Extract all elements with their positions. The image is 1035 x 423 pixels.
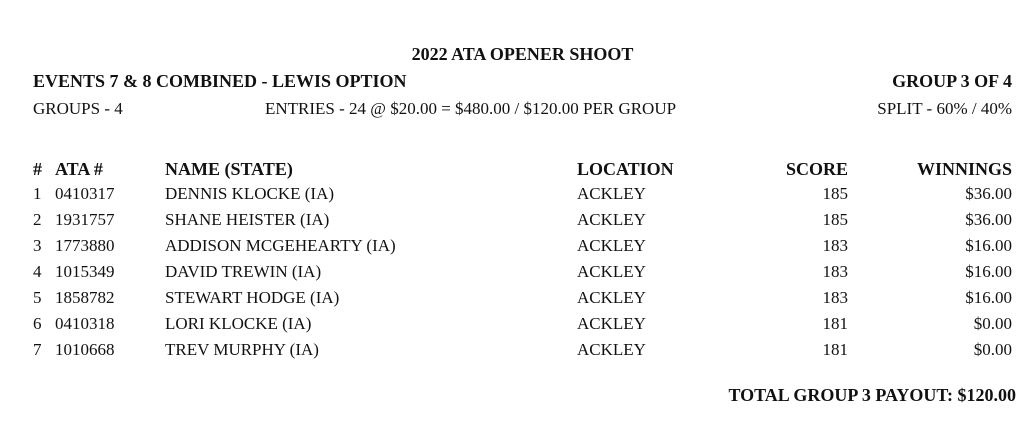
row-name: STEWART HODGE (IA) <box>165 288 340 307</box>
row-name: LORI KLOCKE (IA) <box>165 314 312 333</box>
row-name: DENNIS KLOCKE (IA) <box>165 184 335 203</box>
row-ata: 1931757 <box>55 210 115 229</box>
row-ata: 1858782 <box>55 288 115 307</box>
row-ata: 0410318 <box>55 314 115 333</box>
col-header-location: LOCATION <box>577 159 674 179</box>
row-location: ACKLEY <box>577 340 646 359</box>
row-ata: 0410317 <box>55 184 115 203</box>
row-location: ACKLEY <box>577 314 646 333</box>
row-score: 185 <box>822 184 848 203</box>
event-heading: EVENTS 7 & 8 COMBINED - LEWIS OPTION <box>33 71 407 91</box>
row-winnings: $36.00 <box>965 210 1012 229</box>
row-winnings: $0.00 <box>973 314 1012 333</box>
row-num: 4 <box>33 262 42 281</box>
row-num: 5 <box>33 288 42 307</box>
row-ata: 1773880 <box>55 236 115 255</box>
row-winnings: $16.00 <box>965 262 1012 281</box>
row-num: 1 <box>33 184 42 203</box>
col-header-score: SCORE <box>785 159 848 179</box>
row-score: 181 <box>822 314 848 333</box>
row-score: 183 <box>822 288 848 307</box>
row-score: 185 <box>822 210 848 229</box>
row-winnings: $36.00 <box>965 184 1012 203</box>
table-row <box>0 314 1035 340</box>
row-winnings: $16.00 <box>965 236 1012 255</box>
col-header-num: # <box>33 159 42 179</box>
table-row <box>0 210 1035 236</box>
row-num: 7 <box>33 340 42 359</box>
row-num: 3 <box>33 236 42 255</box>
total-payout: TOTAL GROUP 3 PAYOUT: $120.00 <box>728 385 1016 405</box>
row-ata: 1015349 <box>55 262 115 281</box>
row-location: ACKLEY <box>577 262 646 281</box>
row-ata: 1010668 <box>55 340 115 359</box>
split-info: SPLIT - 60% / 40% <box>877 99 1012 118</box>
table-header-row <box>0 159 1035 185</box>
groups-count: GROUPS - 4 <box>33 99 123 118</box>
col-header-ata: ATA # <box>55 159 103 179</box>
row-score: 183 <box>822 236 848 255</box>
row-score: 183 <box>822 262 848 281</box>
col-header-name: NAME (STATE) <box>165 159 293 179</box>
row-name: TREV MURPHY (IA) <box>165 340 319 359</box>
row-num: 6 <box>33 314 42 333</box>
row-num: 2 <box>33 210 42 229</box>
row-name: ADDISON MCGEHEARTY (IA) <box>165 236 396 255</box>
entries-summary: ENTRIES - 24 @ $20.00 = $480.00 / $120.00 PER GROUP <box>265 99 677 118</box>
group-of-heading: GROUP 3 OF 4 <box>892 71 1012 91</box>
table-row <box>0 340 1035 366</box>
row-winnings: $16.00 <box>965 288 1012 307</box>
table-row <box>0 236 1035 262</box>
row-winnings: $0.00 <box>973 340 1012 359</box>
row-score: 181 <box>822 340 848 359</box>
row-location: ACKLEY <box>577 236 646 255</box>
row-location: ACKLEY <box>577 184 646 203</box>
row-location: ACKLEY <box>577 210 646 229</box>
row-name: SHANE HEISTER (IA) <box>165 210 330 229</box>
col-header-winnings: WINNINGS <box>916 159 1012 179</box>
row-name: DAVID TREWIN (IA) <box>165 262 322 281</box>
page-title: 2022 ATA OPENER SHOOT <box>411 44 634 64</box>
table-row <box>0 184 1035 210</box>
table-row <box>0 262 1035 288</box>
row-location: ACKLEY <box>577 288 646 307</box>
table-row <box>0 288 1035 314</box>
